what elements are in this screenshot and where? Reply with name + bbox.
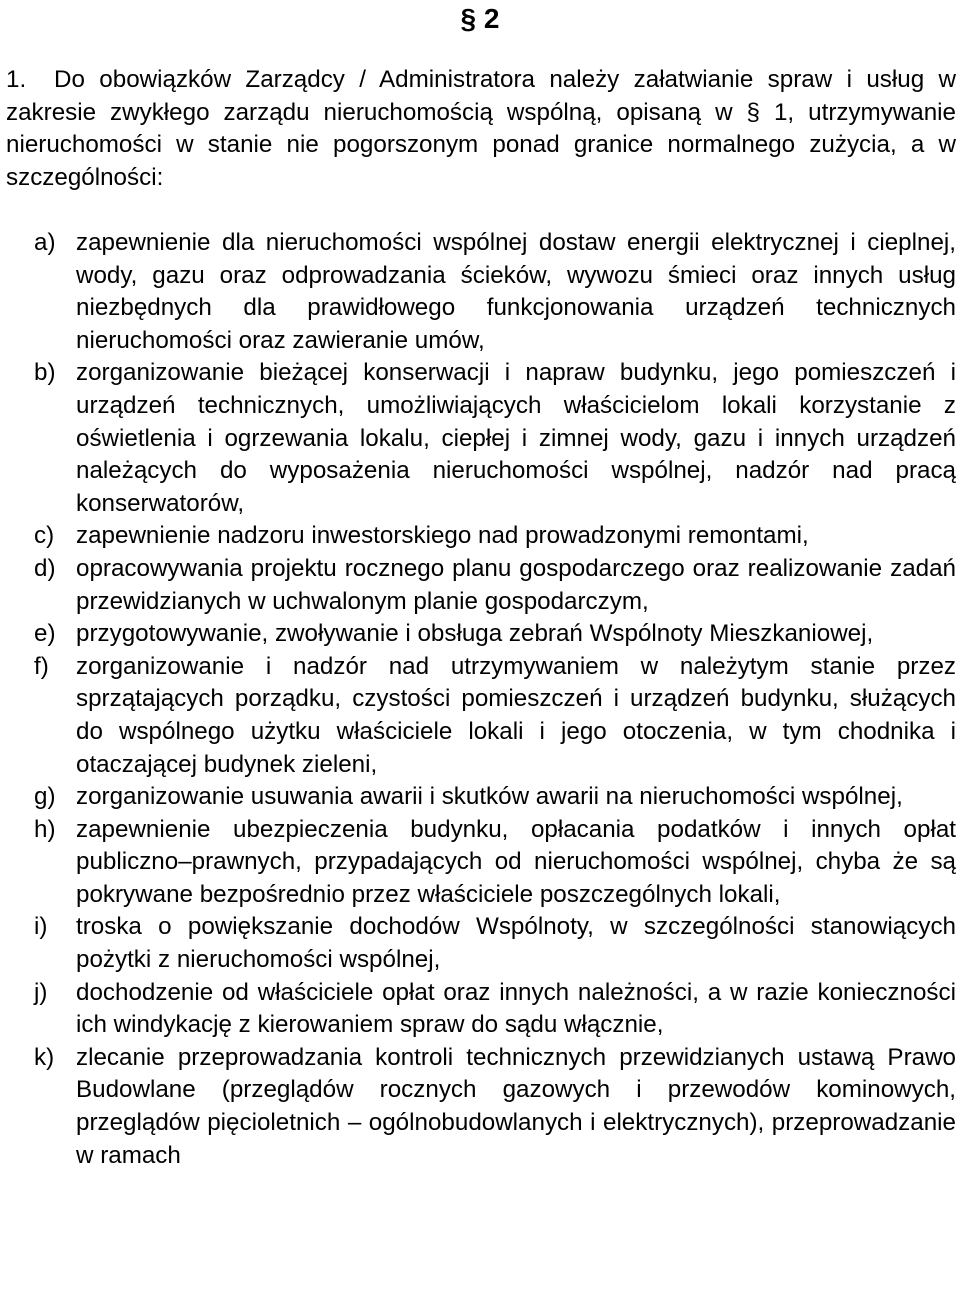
item-letter: j) <box>34 978 48 1006</box>
item-text: zapewnienie nadzoru inwestorskiego nad prowadzonymi remontami, <box>76 522 809 550</box>
item-text: zapewnienie ubezpieczenia budynku, opłacania podatków i innych opłat publiczno–prawnych, przypadających od nieruchomości wspólnej, chyba że są pokrywane bezpośrednio przez właściciele poszczególnych lokali, <box>76 815 956 908</box>
list-item <box>34 977 956 1042</box>
item-text: zorganizowanie i nadzór nad utrzymywaniem w należytym stanie przez sprzątających porządku, czystości pomieszczeń i urządzeń budynku, służących do wspólnego użytku właściciele lokali i jego otoczenia, w tym chodnika i otaczającej budynek zieleni, <box>76 652 956 778</box>
list-item <box>34 618 956 651</box>
item-text: troska o powiększanie dochodów Wspólnoty, w szczególności stanowiących pożytki z nieruchomości wspólnej, <box>76 913 956 974</box>
list-item <box>34 814 956 912</box>
paragraph-number: 1. <box>6 66 27 93</box>
item-letter: k) <box>34 1043 55 1071</box>
list-item <box>34 1042 956 1172</box>
list-item <box>34 357 956 520</box>
list-item <box>34 781 956 814</box>
item-text: dochodzenie od właściciele opłat oraz innych należności, a w razie konieczności ich windykację z kierowaniem spraw do sądu włącznie, <box>76 978 956 1039</box>
item-text: zlecanie przeprowadzania kontroli technicznych przewidzianych ustawą Prawo Budowlane (przeglądów rocznych gazowych i przewodów kominowych, przeglądów pięcioletnich – ogólnobudowlanych i elektrycznych), przeprowadzanie w ramach <box>76 1043 956 1169</box>
item-text: zapewnienie dla nieruchomości wspólnej dostaw energii elektrycznej i cieplnej, wody, gazu oraz odprowadzania ścieków, wywozu śmieci oraz innych usług niezbędnych dla prawidłowego funkcjonowania urządzeń technicznych nieruchomości oraz zawieranie umów, <box>76 229 956 354</box>
item-letter: h) <box>34 815 56 843</box>
item-letter: g) <box>34 783 56 811</box>
list-item <box>34 651 956 781</box>
item-text: opracowywania projektu rocznego planu gospodarczego oraz realizowanie zadań przewidzianych w uchwalonym planie gospodarczym, <box>76 554 956 615</box>
item-letter: i) <box>34 913 48 941</box>
paragraph-1 <box>6 64 956 194</box>
list-item <box>34 553 956 618</box>
obligations-list <box>34 227 956 1172</box>
item-letter: e) <box>34 620 56 648</box>
list-item <box>34 520 956 553</box>
item-letter: c) <box>34 522 55 550</box>
item-letter: d) <box>34 554 56 582</box>
list-item <box>34 911 956 976</box>
paragraph-text: Do obowiązków Zarządcy / Administratora należy załatwianie spraw i usług w zakresie zwykłego zarządu nieruchomością wspólną, opisaną w § 1, utrzymywanie nieruchomości w stanie nie pogorszonym ponad granice normalnego zużycia, a w szczególności: <box>6 66 956 191</box>
item-letter: b) <box>34 359 56 387</box>
item-text: zorganizowanie bieżącej konserwacji i napraw budynku, jego pomieszczeń i urządzeń technicznych, umożliwiających właścicielom lokali korzystanie z oświetlenia i ogrzewania lokalu, ciepłej i zimnej wody, gazu i innych urządzeń należących do wyposażenia nieruchomości wspólnej, nadzór nad pracą konserwatorów, <box>76 359 956 517</box>
item-text: przygotowywanie, zwoływanie i obsługa zebrań Wspólnoty Mieszkaniowej, <box>76 620 874 648</box>
section-heading: § 2 <box>460 3 500 34</box>
item-text: zorganizowanie usuwania awarii i skutków awarii na nieruchomości wspólnej, <box>76 783 903 811</box>
list-item <box>34 227 956 357</box>
item-letter: f) <box>34 652 49 680</box>
item-letter: a) <box>34 229 56 256</box>
